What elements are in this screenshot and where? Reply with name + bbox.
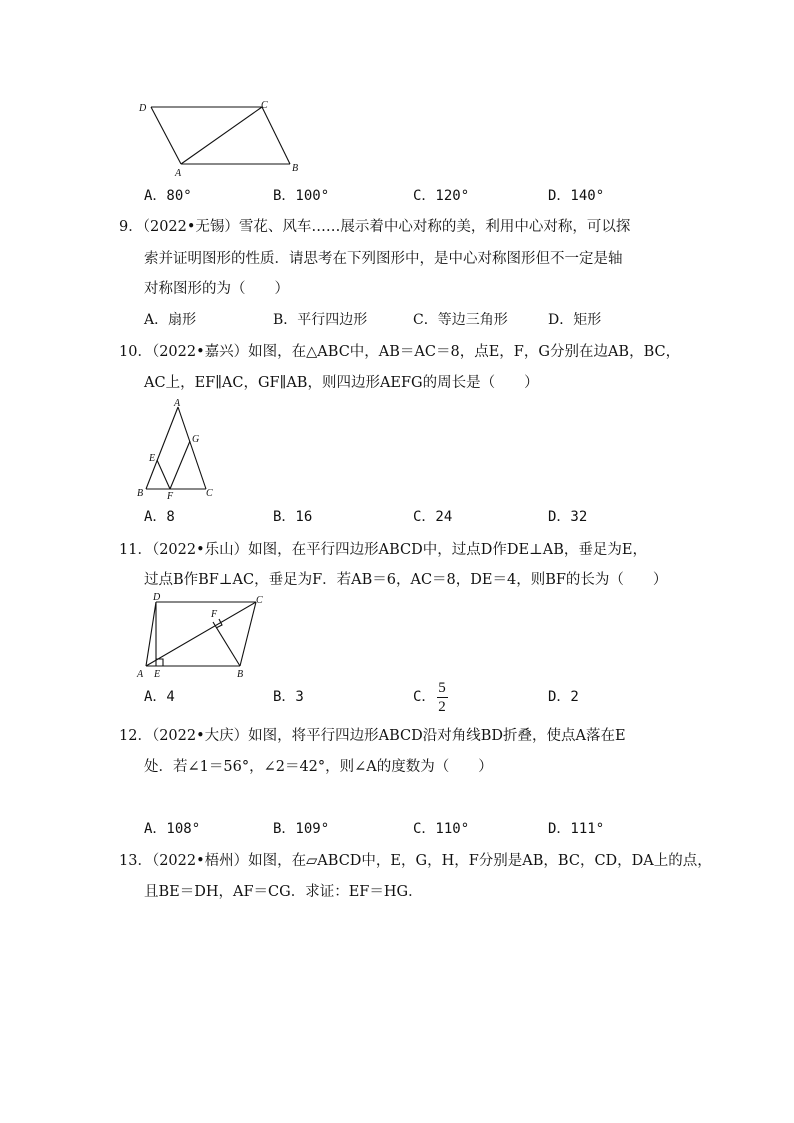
q9-option-a: A．扇形 bbox=[144, 312, 197, 328]
q8-option-b: B．100° bbox=[273, 188, 330, 204]
q13-text-line-1: 13．（2022•梧州）如图，在▱ABCD中，E，G，H，F分别是AB，BC，CD，DA上的点， bbox=[119, 853, 712, 869]
q10-label-f: F bbox=[167, 491, 174, 502]
q11-label-f: F bbox=[211, 609, 218, 620]
q12-option-d: D．111° bbox=[548, 821, 605, 837]
q11-option-c: C． bbox=[413, 689, 436, 705]
q9-option-c: C．等边三角形 bbox=[413, 312, 508, 328]
q10-text-line-1: 10．（2022•嘉兴）如图，在△ABC中，AB＝AC＝8，点E，F，G分别在边AB，BC， bbox=[119, 344, 681, 360]
q11-option-c-numerator: 5 bbox=[438, 680, 446, 696]
q12-option-a: A．108° bbox=[144, 821, 201, 837]
q8-parallelogram-figure bbox=[135, 96, 315, 178]
q9-text-line-2: 索并证明图形的性质．请思考在下列图形中，是中心对称图形但不一定是轴 bbox=[144, 251, 623, 267]
q12-text-line-1: 12．（2022•大庆）如图，将平行四边形ABCD沿对角线BD折叠，使点A落在E bbox=[119, 728, 626, 744]
q12-text-line-2: 处．若∠1＝56°，∠2＝42°，则∠A的度数为（ ） bbox=[144, 759, 493, 775]
q11-option-b: B．3 bbox=[273, 689, 304, 705]
q8-option-c: C．120° bbox=[413, 188, 470, 204]
q12-option-b: B．109° bbox=[273, 821, 330, 837]
q10-triangle-figure bbox=[134, 397, 224, 503]
q10-label-g: G bbox=[192, 434, 200, 445]
q9-text-line-1: 9．（2022•无锡）雪花、风车……展示着中心对称的美，利用中心对称，可以探 bbox=[119, 219, 631, 235]
q11-option-c-denominator: 2 bbox=[438, 699, 446, 715]
q8-label-a: A bbox=[175, 168, 182, 178]
q11-label-c: C bbox=[256, 595, 263, 606]
q10-option-c: C．24 bbox=[413, 509, 453, 525]
q10-option-d: D．32 bbox=[548, 509, 588, 525]
q11-label-e: E bbox=[154, 669, 161, 680]
q9-text-line-3: 对称图形的为（ ） bbox=[144, 281, 289, 297]
q10-label-a: A bbox=[174, 398, 181, 409]
q11-option-a: A．4 bbox=[144, 689, 175, 705]
q13-text-line-2: 且BE＝DH，AF＝CG．求证：EF＝HG． bbox=[144, 884, 423, 900]
q11-text-line-2: 过点B作BF⊥AC，垂足为F．若AB＝6，AC＝8，DE＝4，则BF的长为（ ） bbox=[144, 572, 668, 588]
q10-option-a: A．8 bbox=[144, 509, 175, 525]
q10-label-e: E bbox=[149, 453, 156, 464]
q11-option-d: D．2 bbox=[548, 689, 579, 705]
q9-option-b: B．平行四边形 bbox=[273, 312, 368, 328]
q8-option-d: D．140° bbox=[548, 188, 605, 204]
q8-option-a: A．80° bbox=[144, 188, 192, 204]
q10-label-b: B bbox=[137, 488, 144, 499]
q11-text-line-1: 11．（2022•乐山）如图，在平行四边形ABCD中，过点D作DE⊥AB，垂足为E， bbox=[119, 542, 647, 558]
q11-option-c-fraction-bar bbox=[437, 697, 448, 698]
q11-label-d: D bbox=[153, 592, 161, 603]
q10-label-c: C bbox=[206, 488, 213, 499]
q10-text-line-2: AC上，EF∥AC，GF∥AB，则四边形AEFG的周长是（ ） bbox=[144, 375, 539, 391]
q11-label-a: A bbox=[137, 669, 144, 680]
q12-option-c: C．110° bbox=[413, 821, 470, 837]
q11-parallelogram-figure bbox=[134, 592, 274, 682]
q8-label-c: C bbox=[261, 100, 268, 111]
q9-option-d: D．矩形 bbox=[548, 312, 602, 328]
q8-label-b: B bbox=[292, 163, 299, 174]
q8-label-d: D bbox=[139, 103, 147, 114]
q11-label-b: B bbox=[237, 669, 244, 680]
q10-option-b: B．16 bbox=[273, 509, 313, 525]
